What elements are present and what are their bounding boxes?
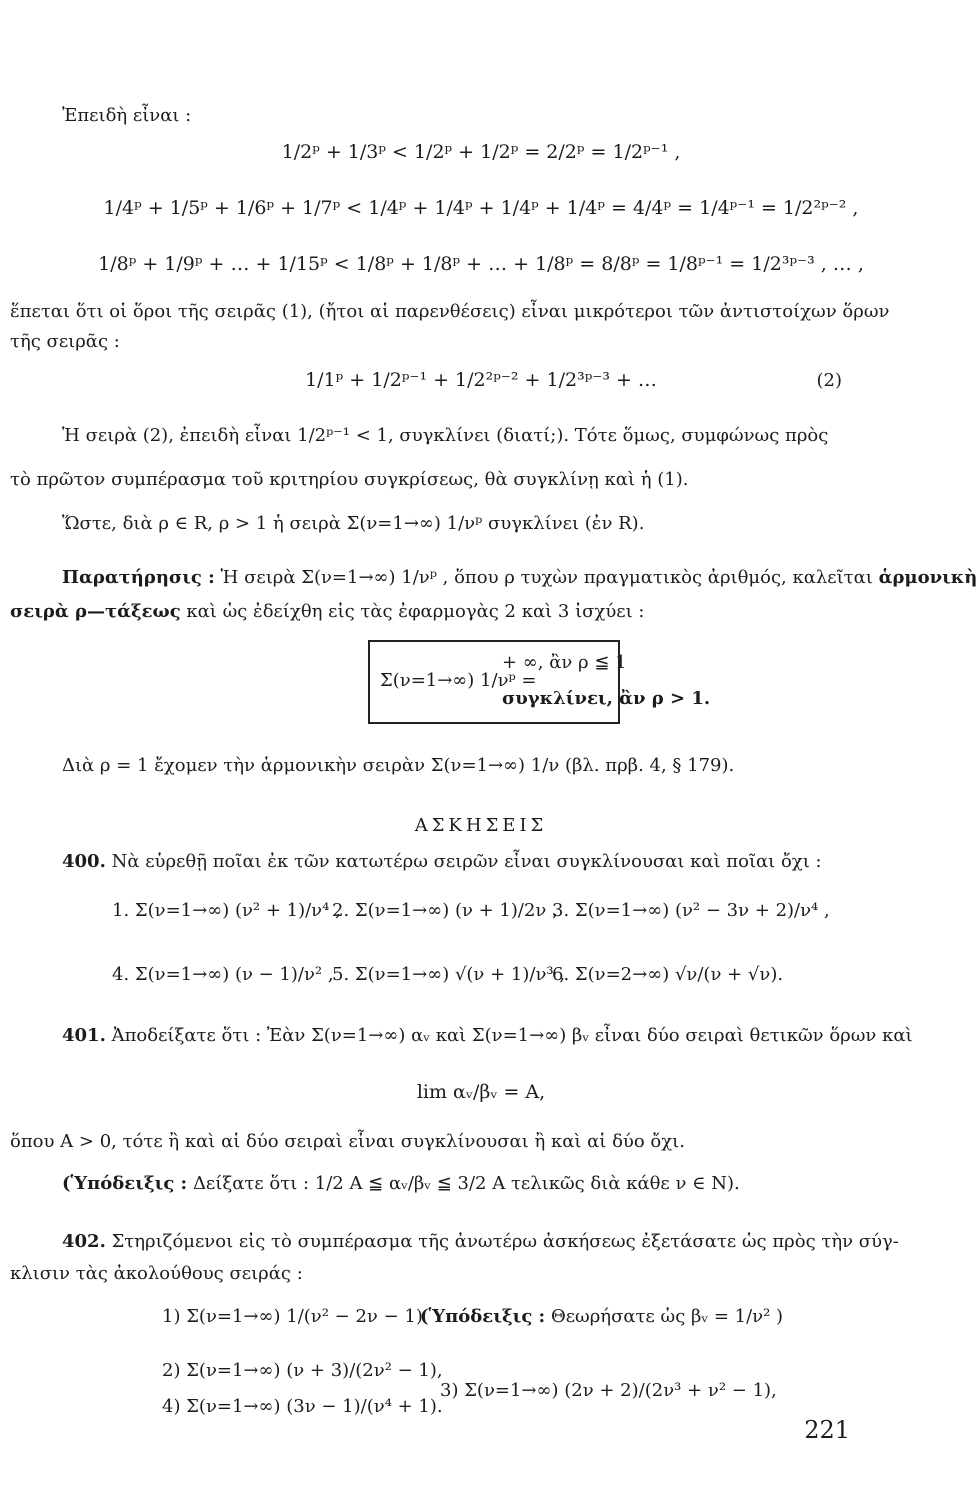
paragraph-2-line-2: τὸ πρῶτον συμπέρασμα τοῦ κριτηρίου συγκρίσεως, θὰ συγκλίνῃ καὶ ἡ (1).	[10, 469, 689, 490]
conclusion: Ὥστε, διὰ ρ ∈ R, ρ > 1 ἡ σειρὰ Σ(ν=1→∞) 1/νᵖ συγκλίνει (ἐν R).	[62, 513, 645, 534]
box-lhs: Σ(ν=1→∞) 1/νᵖ =	[380, 670, 537, 691]
inequality-1: 1/2ᵖ + 1/3ᵖ < 1/2ᵖ + 1/2ᵖ = 2/2ᵖ = 1/2ᵖ⁻¹ ,	[281, 141, 681, 163]
exercise-402-hint-label: (Ὑπόδειξις :	[420, 1306, 546, 1327]
exercise-402-hint-text: Θεωρήσατε ὡς βᵥ = 1/ν² )	[550, 1306, 784, 1327]
page-number: 221	[804, 1416, 850, 1444]
exercise-401-hint	[62, 1172, 740, 1196]
series-2: 1/1ᵖ + 1/2ᵖ⁻¹ + 1/2²ᵖ⁻² + 1/2³ᵖ⁻³ + …	[305, 369, 657, 391]
equation-number-2: (2)	[816, 370, 842, 391]
inequality-2: 1/4ᵖ + 1/5ᵖ + 1/6ᵖ + 1/7ᵖ < 1/4ᵖ + 1/4ᵖ + 1/4ᵖ + 1/4ᵖ = 4/4ᵖ = 1/4ᵖ⁻¹ = 1/2²ᵖ⁻² ,	[103, 197, 859, 219]
exercise-402-text: Στηριζόμενοι εἰς τὸ συμπέρασμα τῆς ἀνωτέρω ἀσκήσεως ἐξετάσατε ὡς πρὸς τὴν σύγ-	[111, 1231, 899, 1252]
box-row-1: + ∞, ἂν ρ ≦ 1	[502, 652, 627, 673]
exercise-402-item-4: 4) Σ(ν=1→∞) (3ν − 1)/(ν⁴ + 1).	[162, 1396, 443, 1417]
paragraph-1-line-2: τῆς σειρᾶς :	[10, 331, 120, 352]
exercise-402	[62, 1230, 899, 1254]
paragraph-2-line-1: Ἡ σειρὰ (2), ἐπειδὴ εἶναι 1/2ᵖ⁻¹ < 1, συγκλίνει (διατί;). Τότε ὅμως, συμφώνως πρὸς	[62, 425, 829, 446]
exercise-401-text: Ἀποδείξατε ὅτι : Ἐὰν Σ(ν=1→∞) αᵥ καὶ Σ(ν=1→∞) βᵥ εἶναι δύο σειραὶ θετικῶν ὅρων καὶ	[111, 1025, 913, 1046]
remark-bold-series: σειρὰ ρ—τάξεως	[10, 601, 181, 622]
exercise-400-item: 4. Σ(ν=1→∞) (ν − 1)/ν² ,	[112, 964, 334, 985]
exercise-400-number: 400.	[62, 851, 106, 872]
harmonic-series-note: Διὰ ρ = 1 ἔχομεν τὴν ἁρμονικὴν σειρὰν Σ(ν=1→∞) 1/ν (βλ. πρβ. 4, § 179).	[62, 755, 735, 776]
paragraph-1-line-1: ἕπεται ὅτι οἱ ὅροι τῆς σειρᾶς (1), (ἤτοι αἱ παρενθέσεις) εἶναι μικρότεροι τῶν ἀντιστοίχων ὅρων	[10, 301, 890, 322]
exercise-402-item-2: 2) Σ(ν=1→∞) (ν + 3)/(2ν² − 1),	[162, 1360, 443, 1381]
exercise-402-item-1: 1) Σ(ν=1→∞) 1/(ν² − 2ν − 1)	[162, 1306, 423, 1327]
exercise-401-hint-label: (Ὑπόδειξις :	[62, 1173, 188, 1194]
exercise-402-line-2: κλισιν τὰς ἀκολούθους σειράς :	[10, 1263, 303, 1284]
exercise-401-limit: lim αᵥ/βᵥ = Α,	[416, 1081, 546, 1103]
remark-label: Παρατήρησις :	[62, 567, 215, 588]
box-row-2: συγκλίνει, ἂν ρ > 1.	[502, 688, 711, 709]
exercise-400-item: 5. Σ(ν=1→∞) √(ν + 1)/ν³ ,	[332, 964, 566, 985]
exercise-400-item: 3. Σ(ν=1→∞) (ν² − 3ν + 2)/ν⁴ ,	[552, 900, 830, 921]
exercise-400-text: Νὰ εὑρεθῇ ποῖαι ἐκ τῶν κατωτέρω σειρῶν εἶναι συγκλίνουσαι καὶ ποῖαι ὄχι :	[111, 851, 822, 872]
exercise-400	[62, 850, 822, 874]
exercise-402-item-1-hint	[420, 1306, 783, 1327]
inequality-3: 1/8ᵖ + 1/9ᵖ + … + 1/15ᵖ < 1/8ᵖ + 1/8ᵖ + … + 1/8ᵖ = 8/8ᵖ = 1/8ᵖ⁻¹ = 1/2³ᵖ⁻³ , … ,	[98, 253, 864, 275]
remark-bold-term: ἁρμονικὴ	[878, 567, 977, 588]
exercise-401-hint-text: Δείξατε ὅτι : 1/2 Α ≦ αᵥ/βᵥ ≦ 3/2 Α τελικῶς διὰ κάθε ν ∈ N).	[192, 1173, 740, 1194]
remark-line-1	[62, 566, 977, 590]
exercise-402-item-3: 3) Σ(ν=1→∞) (2ν + 2)/(2ν³ + ν² − 1),	[440, 1380, 777, 1401]
exercise-401-after: ὅπου Α > 0, τότε ἢ καὶ αἱ δύο σειραὶ εἶναι συγκλίνουσαι ἢ καὶ αἱ δύο ὄχι.	[10, 1131, 685, 1152]
exercise-401-number: 401.	[62, 1025, 106, 1046]
remark-text-2: καὶ ὡς ἐδείχθη εἰς τὰς ἐφαρμογὰς 2 καὶ 3 ἰσχύει :	[186, 601, 645, 622]
remark-text: Ἡ σειρὰ Σ(ν=1→∞) 1/νᵖ , ὅπου ρ τυχὼν πραγματικὸς ἀριθμός, καλεῖται	[220, 567, 873, 588]
exercise-400-item: 6. Σ(ν=2→∞) √ν/(ν + √ν).	[552, 964, 784, 985]
intro-text: Ἐπειδὴ εἶναι :	[62, 105, 192, 126]
exercise-400-item: 1. Σ(ν=1→∞) (ν² + 1)/ν⁴ ,	[112, 900, 341, 921]
exercise-400-item: 2. Σ(ν=1→∞) (ν + 1)/2ν ,	[332, 900, 558, 921]
boxed-result	[368, 640, 711, 724]
exercises-heading: ΑΣΚΗΣΕΙΣ	[414, 815, 548, 836]
remark-line-2	[10, 600, 644, 624]
exercise-402-number: 402.	[62, 1231, 106, 1252]
exercise-401	[62, 1024, 913, 1048]
